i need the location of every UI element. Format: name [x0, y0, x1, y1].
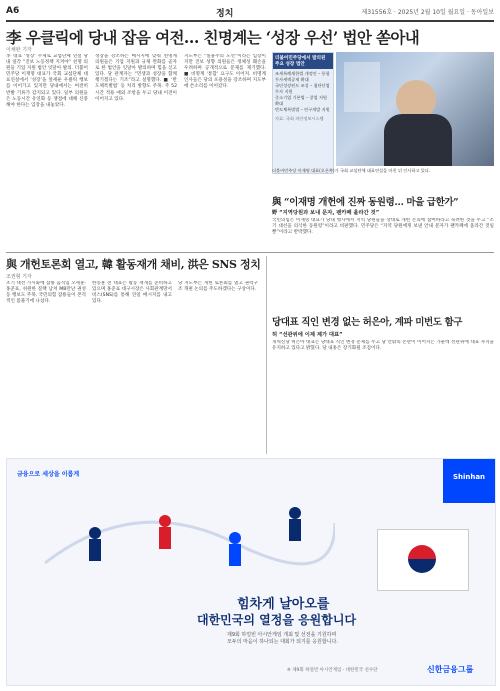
article2-headline: 與 “이재명 개헌에 진짜 동원령… 마을 급한가”: [272, 197, 459, 208]
ad-headline-line1: 힘차게 날아오를: [237, 597, 330, 612]
article2-subhead: 野 “지역당원과 보내 문자, 팬카페 올라간 것”: [272, 210, 380, 216]
article3-col1: 조기 대선 가시화에 잠룡 움직임 오세훈·홍준표, 쉬원한 질책 남쳐 MB만난 권성동 행보도 주목. 국민의힘 잠룡들이 본격적인 몸풀기에 나섰다.: [6, 281, 86, 305]
shinhan-banner-text: Shinhan: [452, 473, 486, 481]
column-divider: [266, 256, 267, 454]
article3-col3: 당 지도부는 개헌 토론회를 열고 권력구조 개편 논의를 주도하겠다는 구상이다.: [178, 281, 258, 293]
article3-byline: 조권형 기자: [6, 274, 32, 280]
section-title: 정치: [216, 9, 234, 19]
article4-subhead: 허 “선관위에 이제 제가 대표”: [272, 332, 343, 338]
page-header: [6, 6, 494, 22]
ad-tagline: 금융으로 세상을 이롭게: [17, 471, 80, 478]
issue-meta: 제31556호 · 2025년 2월 10일 월요일 · 동아일보: [361, 9, 494, 16]
article1-col3: 지도부는 “실용주의 노선”이라는 입장이지만 진보 성향 의원들은 정체성 훼손을 우려하며 공개적으로 문제를 제기했다. ■ 비명계 ‘통합’ 요구도 이어져. 비명계 인사들은 당의 포용성을 강조하며 지도부에 쓴소리를 이어갔다.: [184, 54, 266, 90]
info-box-row: 중소기업 기본법 – 창업 지원 확대: [275, 95, 327, 106]
ad-brand-banner: [443, 459, 495, 503]
article4-body: 개혁신당 허은아 대표는 당대표 직인 변경 문제를 두고 당 안팎의 논란이 이어지는 가운데 선관위에 대표 자격을 유지하고 있다고 밝혔다. 당 내홍은 장기화될 조짐이다.: [272, 340, 494, 352]
photo-caption: 더불어민주당 이재명 대표(오른쪽)가 국회 교섭단체 대표연설을 마친 뒤 인사하고 있다.: [272, 168, 431, 173]
info-box-row: 반도체특별법 – 연구개발 지원: [275, 107, 330, 112]
taegeuk-emblem: [408, 545, 436, 573]
main-byline: 이채완 기자: [6, 47, 32, 53]
article3-col2: 한동훈 전 대표는 활동 재개를 준비하고 있으며 홍준표 대구시장은 사회관계망서비스(SNS)를 통해 연일 메시지를 내고 있다.: [92, 281, 172, 305]
skater-illustration: [35, 483, 335, 583]
background-panel: [344, 62, 380, 112]
ad-footnote: ※ 제9회 하얼빈 아시안게임 · 대한민국 선수단: [287, 668, 378, 673]
ad-headline-line2: 대한민국의 열정을 응원합니다: [197, 613, 357, 627]
article2-body: 국민의힘은 이재명 대표가 당내 행사에서 지역 당원들을 상대로 개헌 논의에 참여하라고 독려한 것을 두고 “조기 대선을 의식한 동원령”이라고 비판했다. 민주당은 “지역 당원에게 보낸 안내 문자가 팬카페에 올라간 것일 뿐”이라고 반박했다.: [272, 218, 494, 236]
advertisement: [6, 458, 496, 686]
article1-col2: 성장을 강조하는 메시지에 맞춰 친명계 의원들은 기업 지원과 규제 완화를 골자로 한 법안을 잇달아 발의하며 힘을 싣고 있다. 당 관계자는 “민생과 성장을 함께 챙기겠다는 기조”라고 설명했다. ■ ‘반도체특별법’ 등 처리 방향도 주목. 주 52시간 적용 예외 조항을 두고 당내 이견이 이어지고 있다.: [95, 54, 177, 102]
info-box-source: 자료: 국회 의안정보시스템: [275, 116, 324, 121]
news-photo: [336, 52, 494, 166]
article1-col1: 李 대표 ‘성장’ 주제로 교섭단체 연설 당내 일각 “진보 노동정책 지켜야” 친명 의원들 기업 지원 법안 잇달아 발의. 더불어민주당 이재명 대표가 국회 교섭단체 대표연설에서 ‘성장’을 앞세운 우클릭 행보를 이어가고 있지만 당내에서는 여전히 반발 기류가 감지되고 있다. 일부 의원들은 노동시간 유연화 등 쟁점에 대해 신중해야 한다는 입장을 내놓았다.: [6, 54, 88, 108]
article3-headline: 與 개헌토론회 열고, 韓 활동재개 채비, 洪은 SNS 정치: [6, 258, 261, 271]
main-headline: 李 우클릭에 당내 잡음 여전… 친명계는 ‘성장 우선’ 법안 쏟아내: [6, 28, 420, 47]
article4-headline: 당대표 직인 변경 없는 허은아, 계파 미번도 함구: [272, 317, 463, 328]
info-box-row: 국민성장펀드 조성 – 첨단산업 투자 지원: [275, 83, 330, 94]
page-number: A6: [6, 6, 20, 16]
person-body: [384, 114, 452, 166]
info-box-row: 조세특례제한법 개정안 – 통합투자세액공제 확대: [275, 71, 330, 82]
ad-body-line1: 제9회 하얼빈 아시안게임 개최 및 선전을 기원하며: [227, 632, 337, 638]
info-box-title: 더불어민주당에서 발의된 주요 성장 법안: [273, 53, 333, 69]
ad-brand-name: 신한금융그룹: [427, 665, 474, 674]
korean-flag: [377, 529, 469, 591]
divider: [6, 252, 494, 253]
ad-body-line2: 모두의 마음이 하나되는 대회가 되기를 응원합니다.: [227, 639, 338, 645]
info-box: [272, 52, 334, 174]
